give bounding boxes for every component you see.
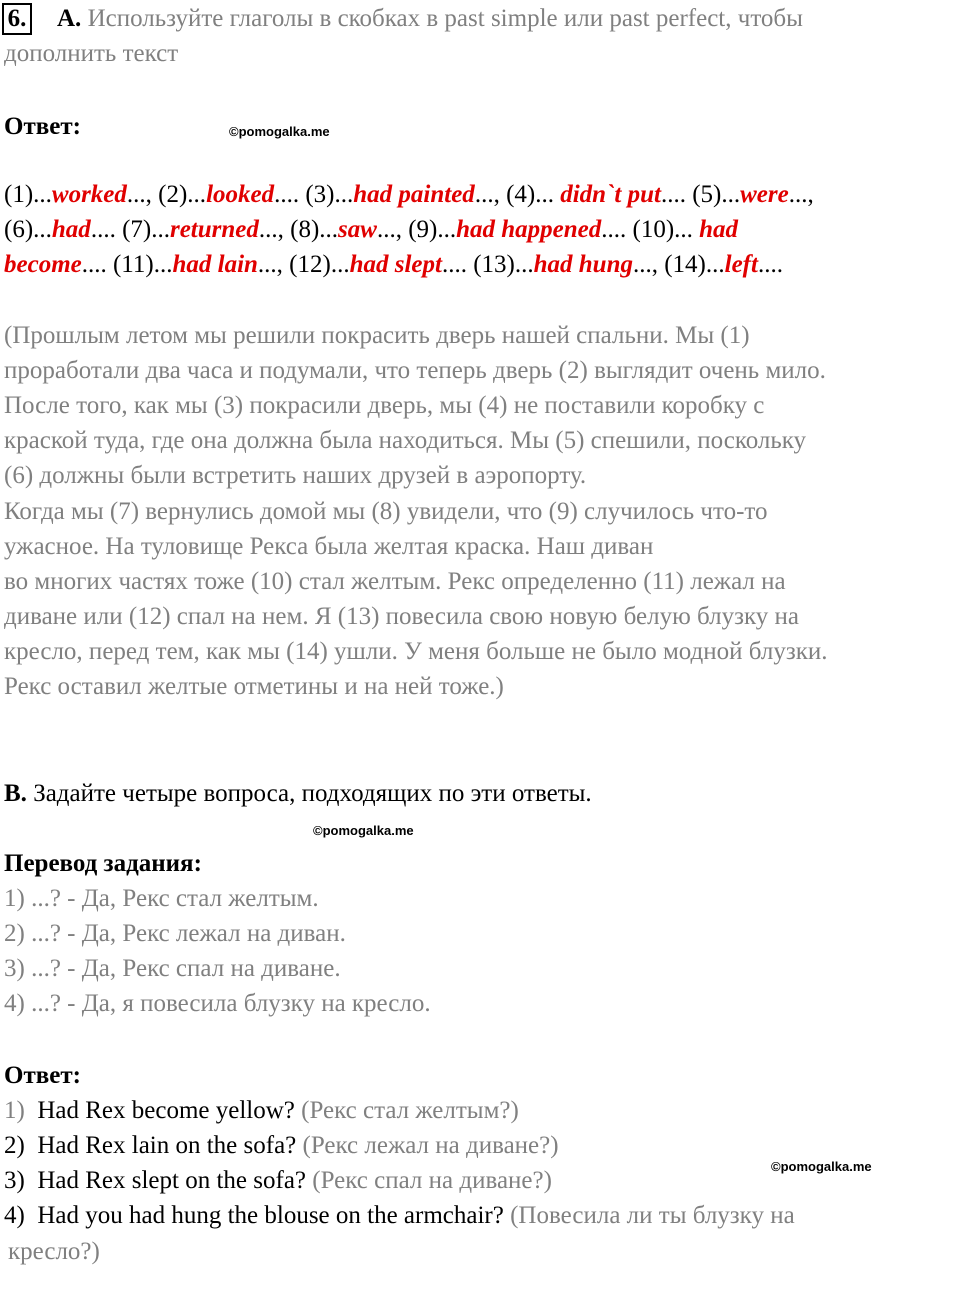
answer-verb: had painted — [353, 181, 475, 208]
question-item: 1) ...? - Да, Рекс стал желтым. — [4, 885, 319, 912]
translation-a-line: Когда мы (7) вернулись домой мы (8) увидели, что (9) случилось что-то — [4, 498, 768, 525]
answer-verb: had — [699, 216, 739, 243]
answer-heading-b: Ответ: — [4, 1062, 81, 1089]
answer-verb: become — [4, 251, 82, 278]
answer-gap-text: .... (13)... — [441, 251, 534, 278]
answer-number: 3) — [4, 1167, 25, 1194]
part-a-instruction — [57, 1, 803, 36]
watermark: ©pomogalka.me — [229, 124, 330, 139]
answer-verb: had hung — [533, 251, 633, 278]
question-item: 4) ...? - Да, я повесила блузку на кресло. — [4, 990, 431, 1017]
translation-a-line: (6) должны были встретить наших друзей в аэропорту. — [4, 462, 587, 489]
answer-b-item — [4, 1093, 519, 1128]
answer-verb: didn`t put — [560, 181, 661, 208]
answer-gap-text: (1)... — [4, 181, 52, 208]
answer-number: 1) — [4, 1097, 25, 1124]
answer-verb: saw — [338, 216, 377, 243]
answer-verb: had happened — [456, 216, 602, 243]
answer-gap-text: ..., (12)... — [257, 251, 350, 278]
answer-gap-text: ..., — [788, 181, 814, 208]
answer-heading-a: Ответ: — [4, 113, 81, 140]
answer-b-item-continuation: кресло?) — [8, 1238, 100, 1265]
question-item: 2) ...? - Да, Рекс лежал на диван. — [4, 920, 346, 947]
answer-english: Had you had hung the blouse on the armchair? — [37, 1202, 504, 1229]
answer-gap-text: .... — [757, 251, 783, 278]
answer-russian: (Рекс лежал на диване?) — [302, 1132, 559, 1159]
part-b-letter: B. — [4, 780, 27, 807]
answer-number: 2) — [4, 1132, 25, 1159]
answer-number: 4) — [4, 1202, 25, 1229]
answer-english: Had Rex lain on the sofa? — [37, 1132, 297, 1159]
translation-a-line: ужасное. На туловище Рекса была желтая краска. Наш диван — [4, 533, 654, 560]
answer-verb: were — [740, 181, 789, 208]
translation-a-line: во многих частях тоже (10) стал желтым. Рекс определенно (11) лежал на — [4, 568, 786, 595]
watermark: ©pomogalka.me — [313, 823, 414, 838]
answer-russian: (Рекс спал на диване?) — [312, 1167, 552, 1194]
task-number-box: 6. — [2, 3, 32, 35]
answers-a-line-2 — [4, 212, 738, 247]
answer-b-item — [4, 1163, 552, 1198]
translation-a-line: проработали два часа и подумали, что теперь дверь (2) выглядит очень мило. — [4, 357, 826, 384]
part-a-instruction-line2: дополнить текст — [4, 40, 179, 67]
translation-heading: Перевод задания: — [4, 850, 202, 877]
answer-verb: looked — [206, 181, 275, 208]
answers-a-line-1 — [4, 177, 814, 212]
translation-a-line: (Прошлым летом мы решили покрасить дверь нашей спальни. Мы (1) — [4, 322, 750, 349]
part-b-instruction — [4, 776, 592, 811]
answer-gap-text: ..., (14)... — [632, 251, 725, 278]
translation-a-line: кресло, перед тем, как мы (14) ушли. У меня больше не было модной блузки. — [4, 638, 828, 665]
answer-verb: had lain — [172, 251, 258, 278]
answer-gap-text: ..., (2)... — [126, 181, 207, 208]
answer-gap-text: ..., (9)... — [376, 216, 457, 243]
part-a-letter: A. — [57, 5, 82, 32]
answer-verb: worked — [51, 181, 127, 208]
answer-english: Had Rex slept on the sofa? — [37, 1167, 307, 1194]
answer-verb: had slept — [349, 251, 442, 278]
answer-gap-text: (6)... — [4, 216, 52, 243]
translation-a-line: Рекс оставил желтые отметины и на ней тоже.) — [4, 673, 504, 700]
answer-verb: had — [51, 216, 91, 243]
answer-gap-text: ..., (8)... — [258, 216, 339, 243]
answer-russian: (Повесила ли ты блузку на — [510, 1202, 795, 1229]
answer-gap-text: .... (3)... — [274, 181, 354, 208]
answer-gap-text: .... (10)... — [601, 216, 700, 243]
part-a-instruction-text: Используйте глаголы в скобках в past simple или past perfect, чтобы — [87, 5, 803, 32]
watermark: ©pomogalka.me — [771, 1159, 872, 1174]
translation-a-line: краской туда, где она должна была находиться. Мы (5) спешили, поскольку — [4, 427, 807, 454]
answer-verb: left — [724, 251, 758, 278]
answer-gap-text: .... (5)... — [660, 181, 741, 208]
answer-verb: returned — [169, 216, 259, 243]
translation-a-line: После того, как мы (3) покрасили дверь, мы (4) не поставили коробку с — [4, 392, 765, 419]
answer-b-item — [4, 1198, 795, 1233]
translation-a-line: диване или (12) спал на нем. Я (13) повесила свою новую белую блузку на — [4, 603, 799, 630]
answer-gap-text: .... (11)... — [81, 251, 173, 278]
answer-english: Had Rex become yellow? — [37, 1097, 295, 1124]
answer-russian: (Рекс стал желтым?) — [301, 1097, 519, 1124]
answer-b-item — [4, 1128, 559, 1163]
answers-a-line-3 — [4, 247, 783, 282]
answer-gap-text: .... (7)... — [90, 216, 170, 243]
answer-gap-text: ..., (4)... — [474, 181, 561, 208]
question-item: 3) ...? - Да, Рекс спал на диване. — [4, 955, 341, 982]
part-b-instruction-text: Задайте четыре вопроса, подходящих по эти ответы. — [33, 780, 592, 807]
